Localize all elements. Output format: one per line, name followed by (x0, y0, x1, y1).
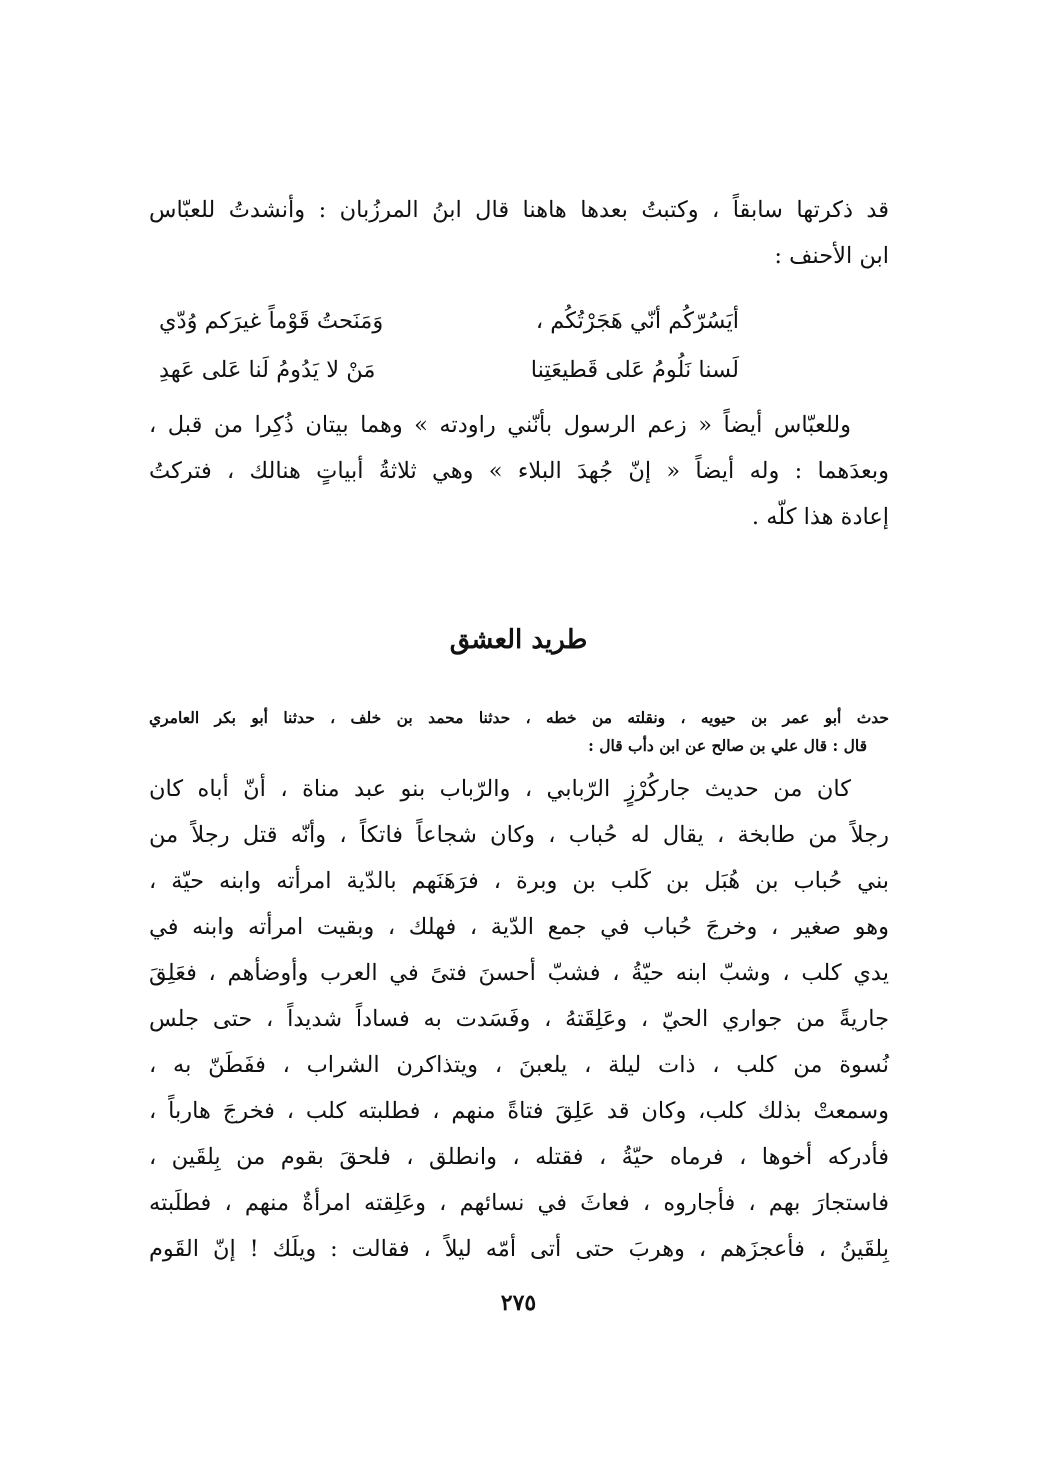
intro-paragraph (149, 187, 889, 279)
isnad-chain (149, 704, 889, 760)
paragraph-line: وبعدَهما : وله أيضاً « إنّ جُهدَ البلاء » وهي ثلاثةُ أبياتٍ هنالك ، فتركتُ (149, 458, 889, 484)
body-line: فاستجارَ بهم ، فأجاروه ، فعاثَ في نسائهم ، وعَلِقته امرأةٌ منهم ، فطلَبته (149, 1190, 889, 1216)
intro-line: ابن الأحنف : (774, 243, 889, 269)
body-line: رجلاً من طابخة ، يقال له حُباب ، وكان شجاعاً فاتكاً ، وأنّه قتل رجلاً من (149, 822, 889, 848)
isnad-line: قال : قال علي بن صالح عن ابن دأب قال : (588, 736, 867, 755)
body-line: فأدركه أخوها ، فرماه حيّةُ ، فقتله ، وانطلق ، فلحقَ بقوم من بِلقَين ، (149, 1144, 889, 1170)
section-title: طريد العشق (449, 625, 588, 655)
verse-line (149, 298, 889, 344)
body-line: بني حُباب بن هُبَل بن كَلب بن وبرة ، فرَهَنَهم بالدّية امرأته وابنه حيّة ، (149, 868, 889, 894)
paragraph-line: إعادة هذا كلّه . (751, 504, 889, 530)
paragraph-line: وللعبّاس أيضاً « زعم الرسول بأنّني راودته » وهما بيتان ذُكِرا من قبل ، (149, 412, 851, 438)
body-line: وسمعتْ بذلك كلب، وكان قد عَلِقَ فتاةً منهم ، فطلبته كلب ، فخرجَ هارباً ، (149, 1098, 889, 1124)
intro-line: قد ذكرتها سابقاً ، وكتبتُ بعدها هاهنا قال ابنُ المرزُبان : وأنشدتُ للعبّاس (149, 197, 889, 223)
isnad-line: حدث أبو عمر بن حيويه ، ونقلته من خطه ، حدثنا محمد بن خلف ، حدثنا أبو بكر العامري (149, 708, 889, 727)
verse-first-hemistich: لَسنا نَلُومُ عَلى قَطيعَتِنا (530, 357, 739, 383)
after-verses-paragraph (149, 402, 889, 540)
body-paragraph (149, 766, 889, 1272)
verse-line (149, 347, 889, 393)
body-line: بِلقَينُ ، فأعجزَهم ، وهربَ حتى أتى أمّه ليلاً ، فقالت : ويلَك ! إنّ القَوم (149, 1236, 889, 1262)
verse-second-hemistich: وَمَنَحتُ قَوْماً غيرَكم وُدّي (159, 308, 384, 334)
page-number: ٢٧٥ (500, 1290, 537, 1316)
verse-second-hemistich: مَنْ لا يَدُومُ لَنا عَلى عَهدِ (159, 357, 376, 383)
verse-first-hemistich: أيَسُرّكُم أنّي هَجَرْتُكُم ، (535, 308, 739, 334)
body-line: نُسوة من كلب ، ذات ليلة ، يلعبنَ ، ويتذاكرن الشراب ، ففَطَنّ به ، (149, 1052, 889, 1078)
body-line: جاريةً من جواري الحيّ ، وعَلِقَتهُ ، وفَسَدت به فساداً شديداً ، حتى جلس (149, 1006, 889, 1032)
body-line: كان من حديث جاركُرْزٍ الرّبابي ، والرّباب بنو عبد مناة ، أنّ أباه كان (149, 776, 851, 802)
body-line: يدي كلب ، وشبّ ابنه حيّةُ ، فشبّ أحسنَ فتىً في العرب وأوضأهم ، فعَلِقَ (149, 960, 889, 986)
body-line: وهو صغير ، وخرجَ حُباب في جمع الدّية ، فهلك ، وبقيت امرأته وابنه في (149, 914, 889, 940)
